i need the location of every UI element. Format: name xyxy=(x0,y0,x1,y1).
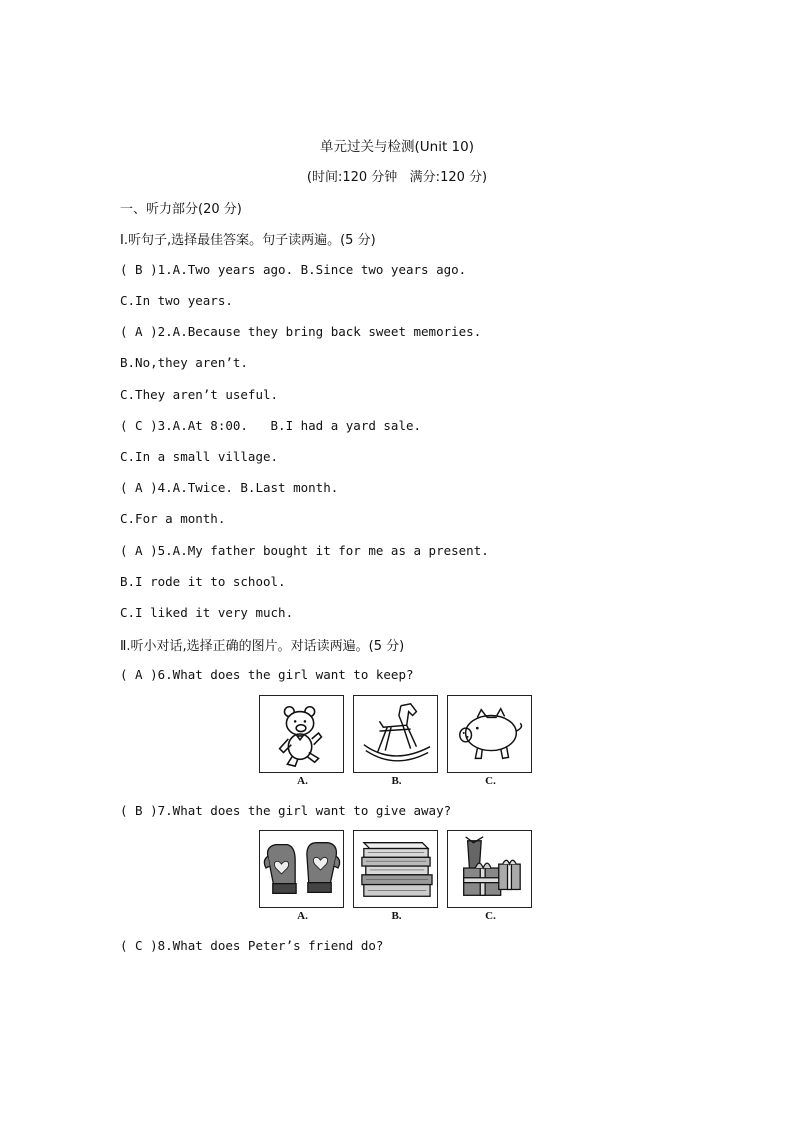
question-line: ( A )5.A.My father bought it for me as a present. xyxy=(120,543,489,558)
q7-pictures xyxy=(259,830,535,930)
q6-pictures xyxy=(259,695,535,795)
question-line: ( A )2.A.Because they bring back sweet memories. xyxy=(120,324,482,339)
section-heading: 一、听力部分(20 分) xyxy=(120,202,242,217)
mittens-icon xyxy=(260,831,343,907)
rocking-horse-icon xyxy=(354,696,437,772)
question-line: ( A )4.A.Twice. B.Last month. xyxy=(120,480,339,495)
books-icon xyxy=(354,831,437,907)
question-line: C.They aren’t useful. xyxy=(120,387,279,402)
question-line: B.I rode it to school. xyxy=(120,574,286,589)
picture-a xyxy=(259,830,344,908)
gift-boxes-icon xyxy=(448,831,531,907)
part2-heading: Ⅱ.听小对话,选择正确的图片。对话读两遍。(5 分) xyxy=(120,639,405,654)
question-7: ( B )7.What does the girl want to give away? xyxy=(120,803,452,818)
caption-b: B. xyxy=(391,910,402,922)
teddy-bear-icon xyxy=(260,696,343,772)
caption-a: A. xyxy=(297,775,308,787)
question-line: C.In a small village. xyxy=(120,449,279,464)
picture-a xyxy=(259,695,344,773)
piggy-bank-icon xyxy=(448,696,531,772)
caption-c: C. xyxy=(485,910,496,922)
caption-a: A. xyxy=(297,910,308,922)
part1-heading: Ⅰ.听句子,选择最佳答案。句子读两遍。(5 分) xyxy=(120,233,376,248)
caption-b: B. xyxy=(391,775,402,787)
picture-c xyxy=(447,695,532,773)
question-line: B.No,they aren’t. xyxy=(120,355,248,370)
picture-b xyxy=(353,830,438,908)
question-line: ( C )3.A.At 8:00. B.I had a yard sale. xyxy=(120,418,422,433)
question-line: ( B )1.A.Two years ago. B.Since two years ago. xyxy=(120,262,467,277)
picture-c xyxy=(447,830,532,908)
question-line: C.For a month. xyxy=(120,511,226,526)
question-6: ( A )6.What does the girl want to keep? xyxy=(120,667,414,682)
caption-c: C. xyxy=(485,775,496,787)
page-title: 单元过关与检测(Unit 10) xyxy=(320,139,474,155)
page-subtitle: (时间:120 分钟 满分:120 分) xyxy=(306,170,488,185)
question-line: C.In two years. xyxy=(120,293,233,308)
picture-b xyxy=(353,695,438,773)
question-8: ( C )8.What does Peter’s friend do? xyxy=(120,938,384,953)
question-line: C.I liked it very much. xyxy=(120,605,294,620)
